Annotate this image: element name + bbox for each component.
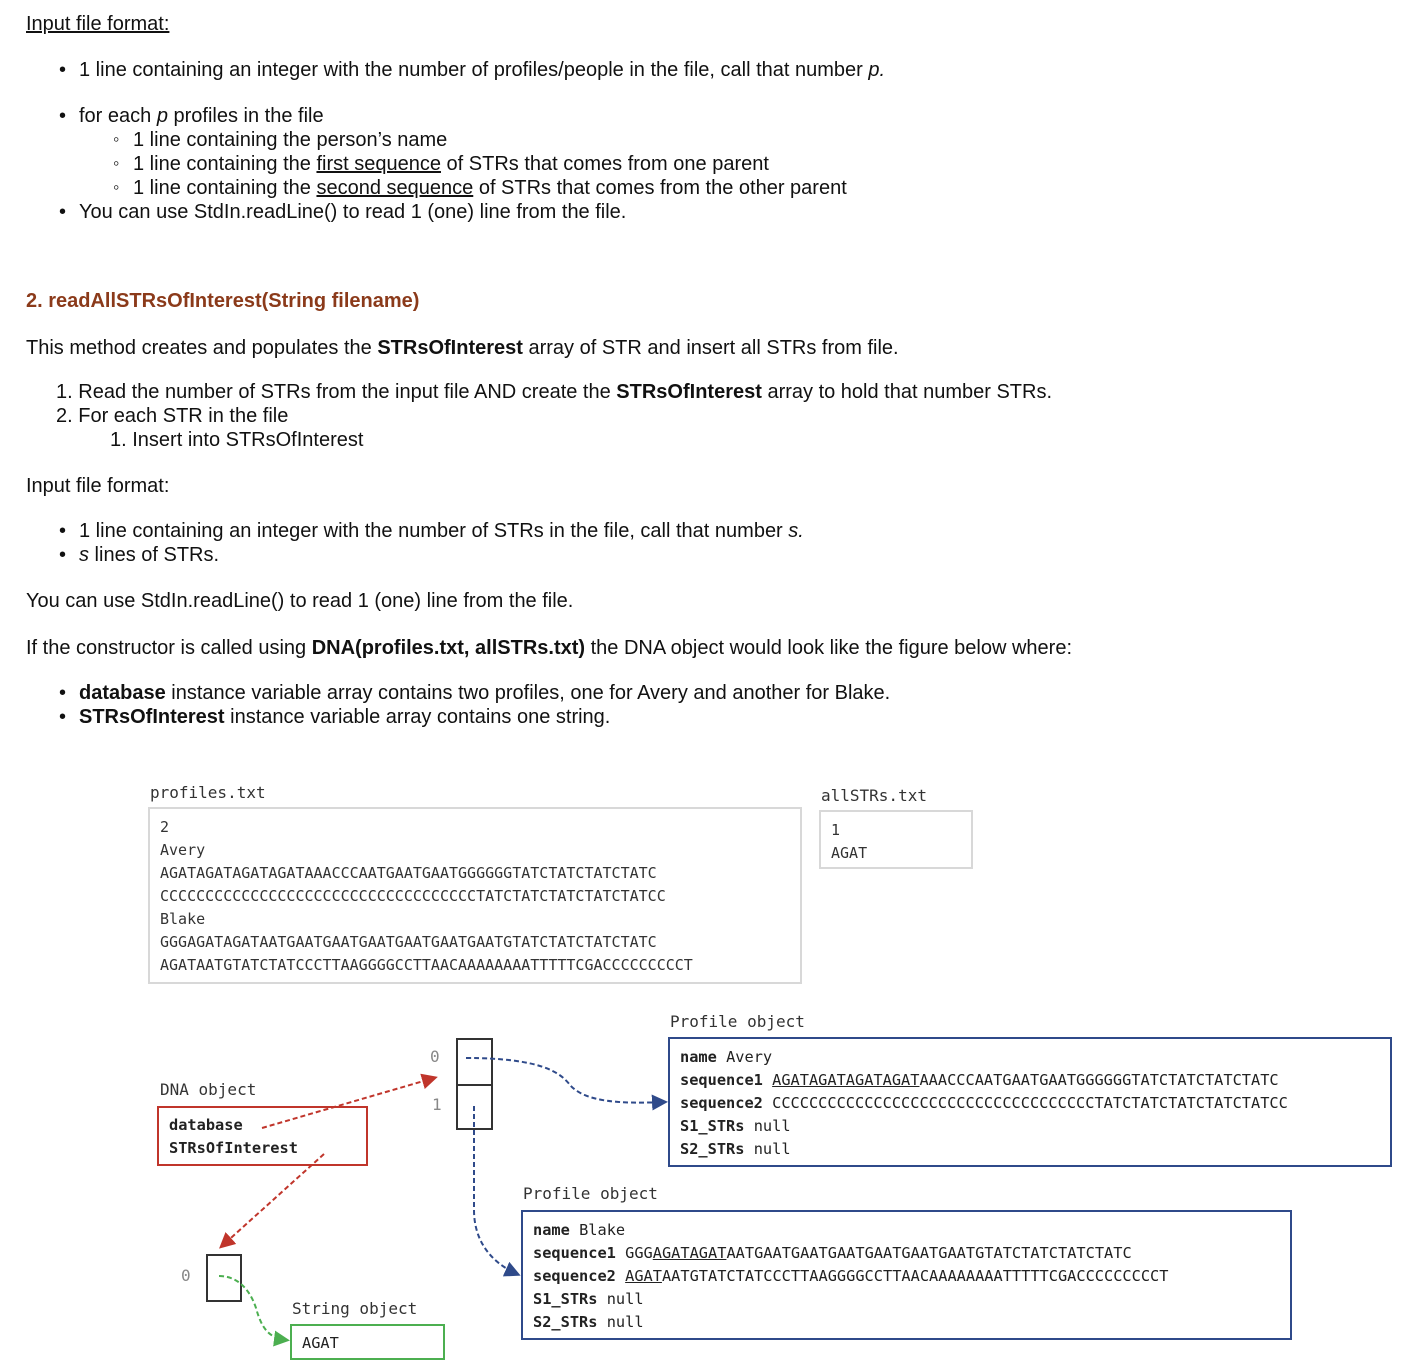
- avery-profile-label: Profile object: [670, 1012, 805, 1031]
- avery-sequence1: sequence1 AGATAGATAGATAGATAAACCCAATGAATGAATGGGGGGTATCTATCTATCTATC: [680, 1071, 1279, 1089]
- file-line: 2: [160, 818, 170, 836]
- string-object-value: AGAT: [302, 1334, 339, 1352]
- input-format-heading-2: Input file format:: [26, 475, 170, 497]
- step-number: 1.: [110, 429, 127, 451]
- step-text: array to hold that number STRs.: [761, 381, 1053, 403]
- blake-s2-strs: S2_STRs null: [533, 1313, 644, 1331]
- avery-s1-strs: S1_STRs null: [680, 1117, 791, 1135]
- dna-object-label: DNA object: [160, 1080, 257, 1099]
- section-title-read-all-strs: 2. readAllSTRsOfInterest(String filename): [26, 290, 420, 312]
- strs-of-interest-term: STRsOfInterest: [377, 337, 523, 359]
- sub-bullet-text: of STRs that comes from the other parent: [473, 177, 847, 199]
- database-index-0: 0: [430, 1047, 440, 1066]
- bullet-text: You can use StdIn.readLine() to read 1 (one) line from the file.: [79, 201, 627, 223]
- var-p: p.: [868, 59, 886, 81]
- constructor-text: the DNA object would look like the figure below where:: [585, 637, 1072, 659]
- avery-sequence2: sequence2 CCCCCCCCCCCCCCCCCCCCCCCCCCCCCCCCCCCTATCTATCTATCTATCTATCC: [680, 1094, 1288, 1112]
- blake-sequence1: sequence1 GGGAGATAGATAATGAATGAATGAATGAATGAATGAATGTATCTATCTATCTATC: [533, 1244, 1132, 1262]
- avery-s2-strs: S2_STRs null: [680, 1140, 791, 1158]
- database-index-1: 1: [432, 1095, 442, 1114]
- strs-of-interest-term: STRsOfInterest: [616, 381, 762, 403]
- blake-profile-label: Profile object: [523, 1184, 658, 1203]
- sub-bullet-text: 1 line containing the person’s name: [133, 129, 448, 151]
- database-term: database: [79, 682, 166, 704]
- blake-sequence2: sequence2 AGATAATGTATCTATCCCTTAAGGGGCCTTAACAAAAAAAATTTTTCGACCCCCCCCCT: [533, 1267, 1169, 1285]
- step-number: 2.: [56, 405, 73, 427]
- blake-pointer-arrow: [474, 1106, 517, 1274]
- desc-text: This method creates and populates the: [26, 337, 378, 359]
- strs-index-0: 0: [181, 1266, 191, 1285]
- file-line: Avery: [160, 841, 206, 859]
- second-sequence-term: second sequence: [316, 177, 474, 199]
- file-line: CCCCCCCCCCCCCCCCCCCCCCCCCCCCCCCCCCCTATCTATCTATCTATCTATCC: [160, 887, 666, 905]
- var-s: s.: [788, 520, 804, 542]
- database-pointer-arrow: [262, 1078, 434, 1128]
- sub-bullet-text: 1 line containing the: [133, 177, 317, 199]
- bullet-text: profiles in the file: [167, 105, 324, 127]
- dna-field-database: database: [169, 1116, 243, 1134]
- profiles-file-label: profiles.txt: [150, 783, 266, 802]
- blake-s1-strs: S1_STRs null: [533, 1290, 644, 1308]
- strs-of-interest-term: STRsOfInterest: [79, 706, 225, 728]
- file-line: 1: [831, 821, 841, 839]
- step-text: For each STR in the file: [78, 405, 289, 427]
- sub-bullet-text: of STRs that comes from one parent: [440, 153, 769, 175]
- input-format-heading-1: Input file format:: [26, 13, 170, 35]
- bullet-text: 1 line containing an integer with the number of profiles/people in the file, call that number: [79, 59, 869, 81]
- file-line: Blake: [160, 910, 206, 928]
- step-text: Read the number of STRs from the input file AND create the: [78, 381, 617, 403]
- bullet-text: instance variable array contains one string.: [224, 706, 611, 728]
- var-s: s: [79, 544, 89, 566]
- strs-pointer-arrow: [222, 1154, 324, 1246]
- constructor-call: DNA(profiles.txt, allSTRs.txt): [311, 637, 586, 659]
- constructor-text: If the constructor is called using: [26, 637, 312, 659]
- readline-note: You can use StdIn.readLine() to read 1 (one) line from the file.: [26, 590, 574, 612]
- first-sequence-term: first sequence: [316, 153, 441, 175]
- bullet-text: instance variable array contains two profiles, one for Avery and another for Blake.: [165, 682, 891, 704]
- avery-pointer-arrow: [466, 1058, 664, 1103]
- desc-text: array of STR and insert all STRs from file.: [522, 337, 899, 359]
- var-p: p: [156, 105, 168, 127]
- bullet-text: 1 line containing an integer with the number of STRs in the file, call that number: [79, 520, 789, 542]
- step-text: Insert into STRsOfInterest: [132, 429, 364, 451]
- blake-name: name Blake: [533, 1221, 626, 1239]
- file-line: AGATAGATAGATAGATAAACCCAATGAATGAATGGGGGGTATCTATCTATCTATC: [160, 864, 657, 882]
- file-line: AGATAATGTATCTATCCCTTAAGGGGCCTTAACAAAAAAAATTTTTCGACCCCCCCCCT: [160, 956, 693, 974]
- file-line: AGAT: [831, 844, 868, 862]
- avery-name: name Avery: [680, 1048, 773, 1066]
- bullet-text: lines of STRs.: [89, 544, 220, 566]
- step-number: 1.: [56, 381, 73, 403]
- string-pointer-arrow: [219, 1276, 286, 1340]
- sub-bullet-text: 1 line containing the: [133, 153, 317, 175]
- allstrs-file-label: allSTRs.txt: [821, 786, 927, 805]
- dna-field-strs-of-interest: STRsOfInterest: [169, 1139, 298, 1157]
- string-object-label: String object: [292, 1299, 418, 1318]
- bullet-text: for each: [79, 105, 157, 127]
- file-line: GGGAGATAGATAATGAATGAATGAATGAATGAATGAATGTATCTATCTATCTATC: [160, 933, 657, 951]
